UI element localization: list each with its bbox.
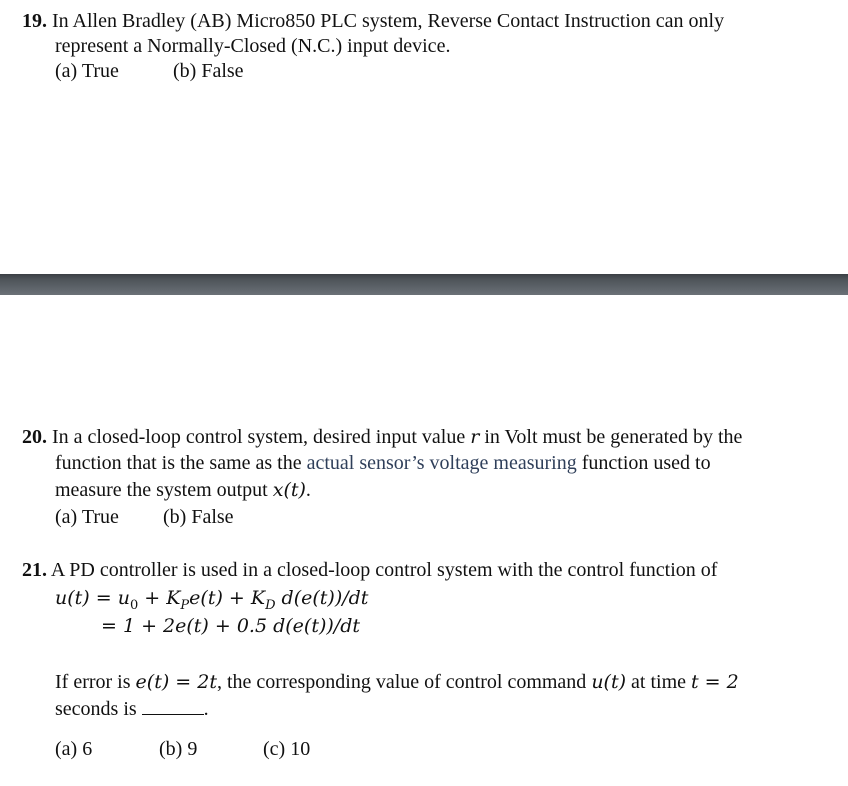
q20-var-r: r	[470, 426, 480, 448]
q21-equation-1	[55, 586, 368, 613]
q20-text-line3-pre: measure the system output	[55, 479, 273, 501]
q20-text-line2-pre: function that is the same as the	[55, 452, 307, 474]
q21-eq1-sub-d: D	[265, 598, 276, 613]
q20-text-line2-highlight: actual sensor’s voltage measuring	[306, 452, 577, 474]
q21-text-line3-pre: seconds is	[55, 698, 142, 720]
q21-text-line3-post: .	[203, 698, 209, 720]
answer-blank	[142, 696, 204, 715]
q19-option-b: (b) False	[173, 60, 244, 82]
q21-eq1-part-c: e(t) + K	[189, 587, 266, 609]
q20-math-xt: x(t)	[272, 479, 306, 501]
q21-option-c: (c) 10	[263, 738, 311, 760]
q20-text-line1-post: in Volt must be generated by the	[479, 426, 743, 448]
q19-line1	[22, 9, 724, 33]
q19-option-a: (a) True	[55, 60, 119, 82]
q20-option-b: (b) False	[163, 506, 234, 528]
q21-line3	[55, 696, 209, 721]
q21-text-line2-mid2: at time	[626, 671, 691, 693]
q21-eq1-part-d: d(e(t))/dt	[275, 587, 369, 609]
q21-math-t2: t = 2	[691, 671, 739, 693]
section-divider	[0, 274, 848, 295]
q20-number: 20.	[22, 426, 47, 448]
q21-eq1-sub-0: 0	[129, 598, 139, 613]
q21-text-line2-pre: If error is	[55, 671, 136, 693]
q20-line3	[55, 478, 311, 502]
q20-text-line1-pre: In a closed-loop control system, desired input value	[52, 426, 471, 448]
q21-number: 21.	[22, 559, 47, 581]
q21-equation-2: = 1 + 2e(t) + 0.5 d(e(t))/dt	[101, 615, 360, 637]
q20-line2	[55, 451, 711, 475]
q21-eq1-part-b: + K	[138, 587, 181, 609]
q21-option-a: (a) 6	[55, 738, 93, 760]
q20-option-a: (a) True	[55, 506, 119, 528]
q20-text-line3-post: .	[305, 479, 311, 501]
q21-math-et: e(t) = 2t	[135, 671, 217, 693]
q21-math-ut: u(t)	[591, 671, 627, 693]
q21-text-line1: A PD controller is used in a closed-loop control system with the control function of	[50, 559, 718, 581]
q21-eq1-sub-p: P	[180, 598, 190, 613]
q21-eq1-part-a: u(t) = u	[55, 587, 130, 609]
q20-line1	[22, 425, 742, 449]
q19-text-line1: In Allen Bradley (AB) Micro850 PLC system, Reverse Contact Instruction can only	[52, 10, 725, 32]
q21-line1	[22, 558, 717, 582]
q21-line2	[55, 670, 739, 694]
q19-text-line2: represent a Normally-Closed (N.C.) input device.	[55, 35, 451, 57]
q20-text-line2-post: function used to	[576, 452, 711, 474]
q19-number: 19.	[22, 10, 47, 32]
q21-text-line2-mid: , the corresponding value of control command	[216, 671, 592, 693]
q21-option-b: (b) 9	[159, 738, 198, 760]
